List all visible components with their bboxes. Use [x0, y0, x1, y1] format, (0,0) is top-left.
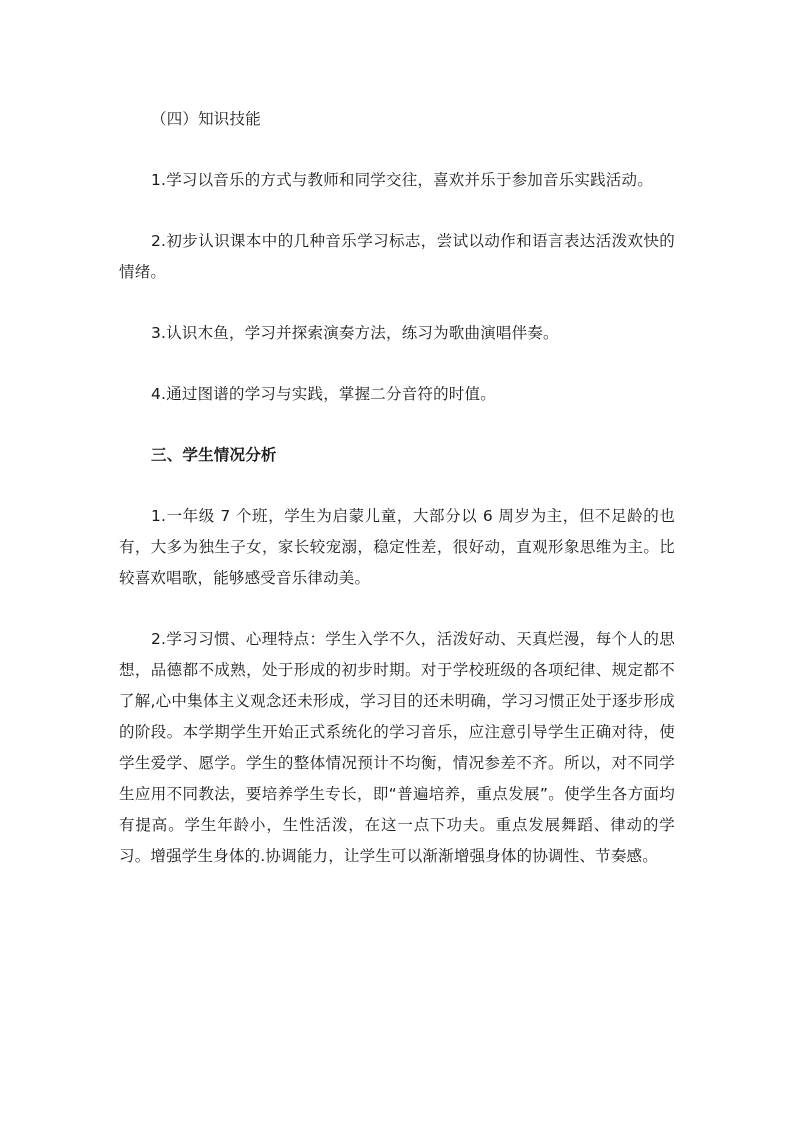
- skill-item-4: 4.通过图谱的学习与实践，掌握二分音符的时值。: [151, 385, 496, 403]
- skill-item-1: 1.学习以音乐的方式与教师和同学交往，喜欢并乐于参加音乐实践活动。: [151, 171, 653, 189]
- skill-item-2: 2.初步认识课本中的几种音乐学习标志，尝试以动作和语言表达活泼欢快的情绪。: [119, 232, 675, 281]
- skill-item-3: 3.认识木鱼，学习并探索演奏方法，练习为歌曲演唱伴奏。: [151, 324, 559, 342]
- section-title: 三、学生情况分析: [151, 446, 277, 464]
- document-body: [119, 104, 675, 872]
- analysis-paragraph-1: 1.一年级 7 个班，学生为启蒙儿童，大部分以 6 周岁为主，但不足龄的也有，大多为独生子女，家长较宠溺，稳定性差，很好动，直观形象思维为主。比较喜欢唱歌，能够感受音乐律动美。: [119, 507, 675, 587]
- analysis-paragraph-2: 2.学习习惯、心理特点：学生入学不久，活泼好动、天真烂漫，每个人的思想，品德都不成熟，处于形成的初步时期。对于学校班级的各项纪律、规定都不了解,心中集体主义观念还未形成，学习目的还未明确，学习习惯正处于逐步形成的阶段。本学期学生开始正式系统化的学习音乐，应注意引导学生正确对待，使学生爱学、愿学。学生的整体情况预计不均衡，情况参差不齐。所以，对不同学生应用不同教法，要培养学生专长，即“普遍培养，重点发展”。使学生各方面均有提高。学生年龄小，生性活泼，在这一点下功夫。重点发展舞蹈、律动的学习。增强学生身体的.协调能力，让学生可以渐渐增强身体的协调性、节奏感。: [119, 630, 675, 865]
- subsection-title: （四）知识技能: [151, 110, 261, 128]
